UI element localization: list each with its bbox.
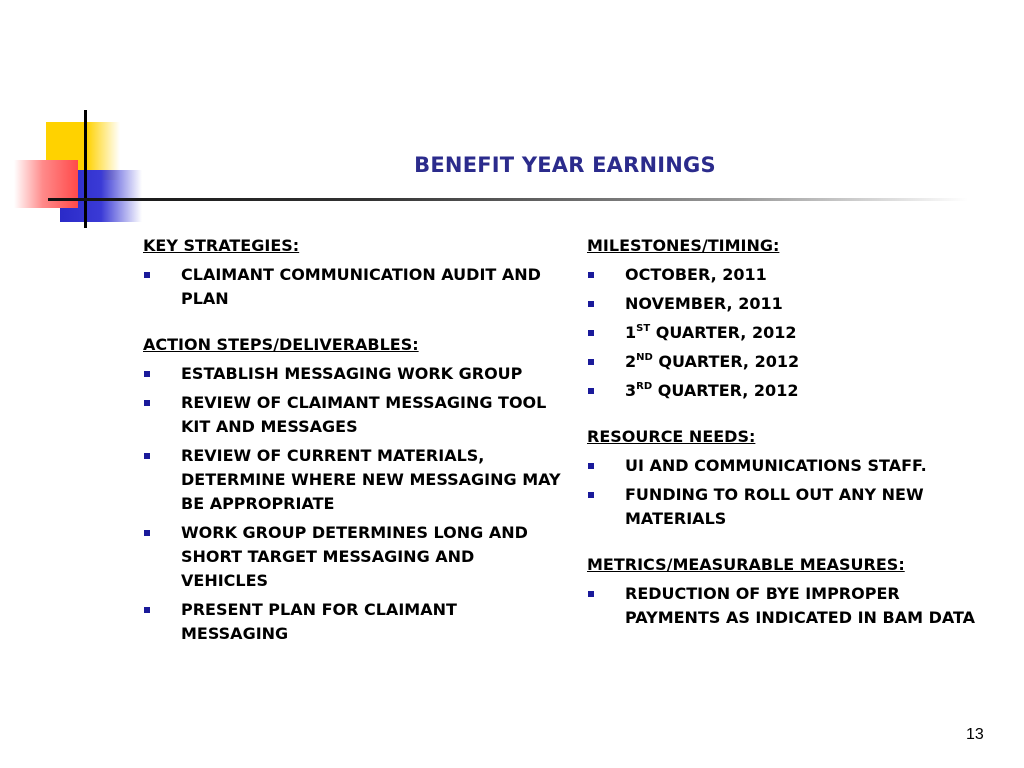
resource-needs-list [587, 454, 997, 531]
list-item [587, 321, 997, 345]
metrics-list [587, 582, 997, 630]
key-strategies-heading: KEY STRATEGIES: [143, 236, 300, 255]
square-bullet-icon [588, 463, 594, 469]
left-column [143, 234, 563, 646]
list-item-text: PRESENT PLAN FOR CLAIMANT MESSAGING [181, 600, 457, 643]
list-item-text: REVIEW OF CLAIMANT MESSAGING TOOL KIT AND MESSAGES [181, 393, 547, 436]
vertical-line-decoration [84, 110, 87, 228]
milestones-heading: MILESTONES/TIMING: [587, 236, 780, 255]
square-bullet-icon [144, 400, 150, 406]
key-strategies-list [143, 263, 563, 311]
slide-logo-decoration [0, 0, 140, 240]
square-bullet-icon [588, 359, 594, 365]
list-item [143, 391, 563, 439]
square-bullet-icon [588, 492, 594, 498]
list-item [587, 263, 997, 287]
square-bullet-icon [144, 272, 150, 278]
list-item [143, 263, 563, 311]
milestone-number: 1 [625, 323, 637, 342]
list-item [143, 521, 563, 593]
square-bullet-icon [588, 301, 594, 307]
action-steps-list [143, 362, 563, 646]
ordinal-suffix: ST [636, 323, 651, 334]
list-item-text: UI AND COMMUNICATIONS STAFF. [625, 456, 927, 475]
list-item [587, 292, 997, 316]
title-rule [48, 198, 968, 201]
list-item [587, 350, 997, 374]
list-item-text: WORK GROUP DETERMINES LONG AND SHORT TARGET MESSAGING AND VEHICLES [181, 523, 528, 590]
milestone-text: NOVEMBER, 2011 [625, 294, 783, 313]
list-item-text: CLAIMANT COMMUNICATION AUDIT AND PLAN [181, 265, 541, 308]
milestone-number: 3 [625, 381, 637, 400]
list-item-text: ESTABLISH MESSAGING WORK GROUP [181, 364, 523, 383]
square-bullet-icon [144, 607, 150, 613]
list-item [587, 582, 997, 630]
list-item [587, 379, 997, 403]
ordinal-suffix: RD [636, 381, 653, 392]
list-item [143, 362, 563, 386]
milestones-list [587, 263, 997, 403]
resource-needs-heading: RESOURCE NEEDS: [587, 427, 756, 446]
list-item [587, 454, 997, 478]
action-steps-heading: ACTION STEPS/DELIVERABLES: [143, 335, 419, 354]
milestone-number: 2 [625, 352, 637, 371]
right-column [587, 234, 997, 630]
square-bullet-icon [588, 388, 594, 394]
square-bullet-icon [588, 330, 594, 336]
square-bullet-icon [144, 453, 150, 459]
list-item [143, 444, 563, 516]
square-bullet-icon [588, 272, 594, 278]
list-item [587, 483, 997, 531]
list-item-text: REVIEW OF CURRENT MATERIALS, DETERMINE WHERE NEW MESSAGING MAY BE APPROPRIATE [181, 446, 561, 513]
milestone-text: QUARTER, 2012 [652, 381, 799, 400]
milestone-text: OCTOBER, 2011 [625, 265, 767, 284]
metrics-heading: METRICS/MEASURABLE MEASURES: [587, 555, 905, 574]
slide-title: BENEFIT YEAR EARNINGS [414, 153, 716, 177]
square-bullet-icon [144, 371, 150, 377]
ordinal-suffix: ND [636, 352, 653, 363]
milestone-text: QUARTER, 2012 [650, 323, 797, 342]
milestone-text: QUARTER, 2012 [652, 352, 800, 371]
square-bullet-icon [144, 530, 150, 536]
list-item [143, 598, 563, 646]
page-number: 13 [966, 726, 984, 743]
list-item-text: REDUCTION OF BYE IMPROPER PAYMENTS AS INDICATED IN BAM DATA [625, 584, 976, 627]
list-item-text: FUNDING TO ROLL OUT ANY NEW MATERIALS [625, 485, 924, 528]
square-bullet-icon [588, 591, 594, 597]
